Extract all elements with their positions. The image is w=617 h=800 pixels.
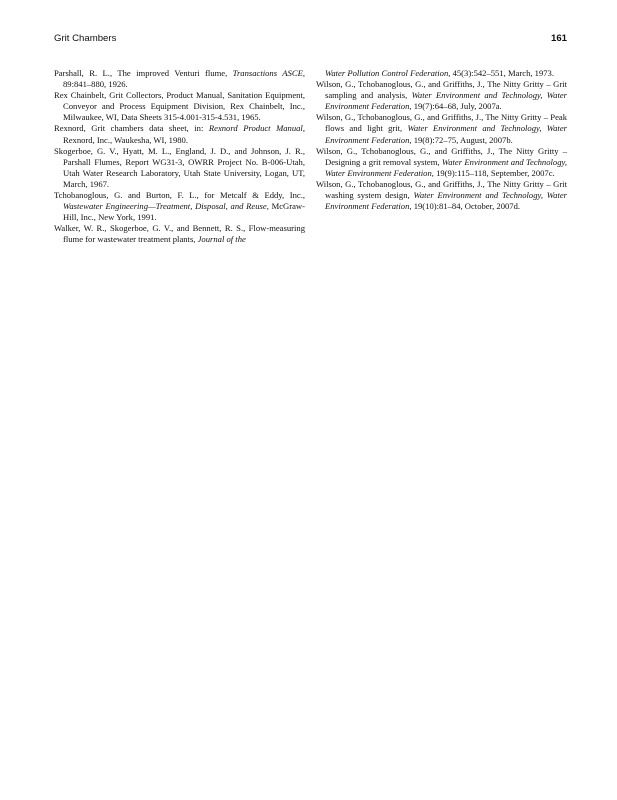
- reference-italic-text: Water Environment and Technology, Water Environment Federation: [325, 123, 567, 145]
- reference-italic-text: Water Environment and Technology, Water Environment Federation: [325, 156, 567, 178]
- reference-text: Tchobanoglous, G. and Burton, F. L., for Metcalf & Eddy, Inc.,: [54, 190, 305, 201]
- reference-text: Wilson, G., Tchobanoglous, G., and Griffiths, J., The Nitty Gritty – Grit washing system design,: [316, 178, 567, 201]
- reference-entry: [54, 68, 305, 90]
- reference-text: , 45(3):542–551, March, 1973.: [448, 68, 555, 78]
- reference-text: , 89:841–880, 1926.: [63, 68, 305, 90]
- reference-text: , McGraw-Hill, Inc., New York, 1991.: [63, 201, 306, 223]
- references-right-column: [316, 68, 567, 212]
- reference-continuation: [316, 68, 567, 79]
- reference-italic-text: Transactions ASCE: [232, 68, 303, 78]
- reference-entry: [54, 223, 305, 245]
- reference-entry: [54, 90, 305, 123]
- reference-text: Skogerboe, G. V., Hyatt, M. L., England, J. D., and Johnson, J. R., Parshall Flumes, Report WG31-3, OWRR Project No. B-006-Utah, Utah Water Research Laboratory, Utah State University, Logan, UT, March, 1967.: [54, 145, 305, 189]
- reference-text: Wilson, G., Tchobanoglous, G., and Griffiths, J., The Nitty Gritty – Grit sampling and analysis,: [316, 79, 567, 101]
- reference-text: , 19(7):64–68, July, 2007a.: [409, 101, 502, 112]
- reference-entry: [316, 112, 567, 145]
- reference-text: Walker, W. R., Skogerboe, G. V., and Bennett, R. S., Flow-measuring flume for wastewater treatment plants,: [54, 223, 305, 245]
- reference-italic-text: Journal of the: [197, 234, 246, 245]
- reference-italic-text: Water Environment and Technology, Water Environment Federation: [325, 90, 567, 112]
- page-number: 161: [550, 33, 567, 44]
- reference-italic-text: Rexnord Product Manual: [208, 123, 303, 134]
- reference-italic-text: Wastewater Engineering—Treatment, Disposal, and Reuse: [63, 201, 267, 212]
- running-title: Grit Chambers: [54, 33, 117, 44]
- reference-entry: [54, 146, 305, 190]
- reference-text: , 19(10):81–84, October, 2007d.: [409, 201, 521, 212]
- reference-text: Parshall, R. L., The improved Venturi flume,: [54, 68, 233, 78]
- reference-entry: [54, 123, 305, 145]
- reference-entry: [316, 146, 567, 179]
- reference-text: Wilson, G., Tchobanoglous, G., and Griffiths, J., The Nitty Gritty – Peak flows and light grit,: [316, 112, 567, 134]
- reference-text: , 19(9):115–118, September, 2007c.: [431, 167, 555, 178]
- reference-text: Rexnord, Grit chambers data sheet, in:: [54, 123, 209, 134]
- reference-entry: [316, 179, 567, 212]
- reference-entry: [54, 190, 305, 223]
- reference-text: , Rexnord, Inc., Waukesha, WI, 1980.: [63, 123, 305, 145]
- reference-italic-text: Water Environment and Technology, Water Environment Federation: [325, 190, 567, 212]
- reference-text: , 19(8):72–75, August, 2007b.: [409, 134, 513, 145]
- references-left-column: [54, 68, 305, 246]
- reference-italic-text: Water Pollution Control Federation: [325, 68, 449, 78]
- reference-entry: [316, 79, 567, 112]
- reference-text: Rex Chainbelt, Grit Collectors, Product Manual, Sanitation Equipment, Conveyor and Process Equipment Division, Rex Chainbelt, Inc., Milwaukee, WI, Data Sheets 315-4.001-315-4.531, 1965.: [54, 90, 305, 123]
- reference-text: Wilson, G., Tchobanoglous, G., and Griffiths, J., The Nitty Gritty – Designing a grit removal system,: [316, 145, 567, 167]
